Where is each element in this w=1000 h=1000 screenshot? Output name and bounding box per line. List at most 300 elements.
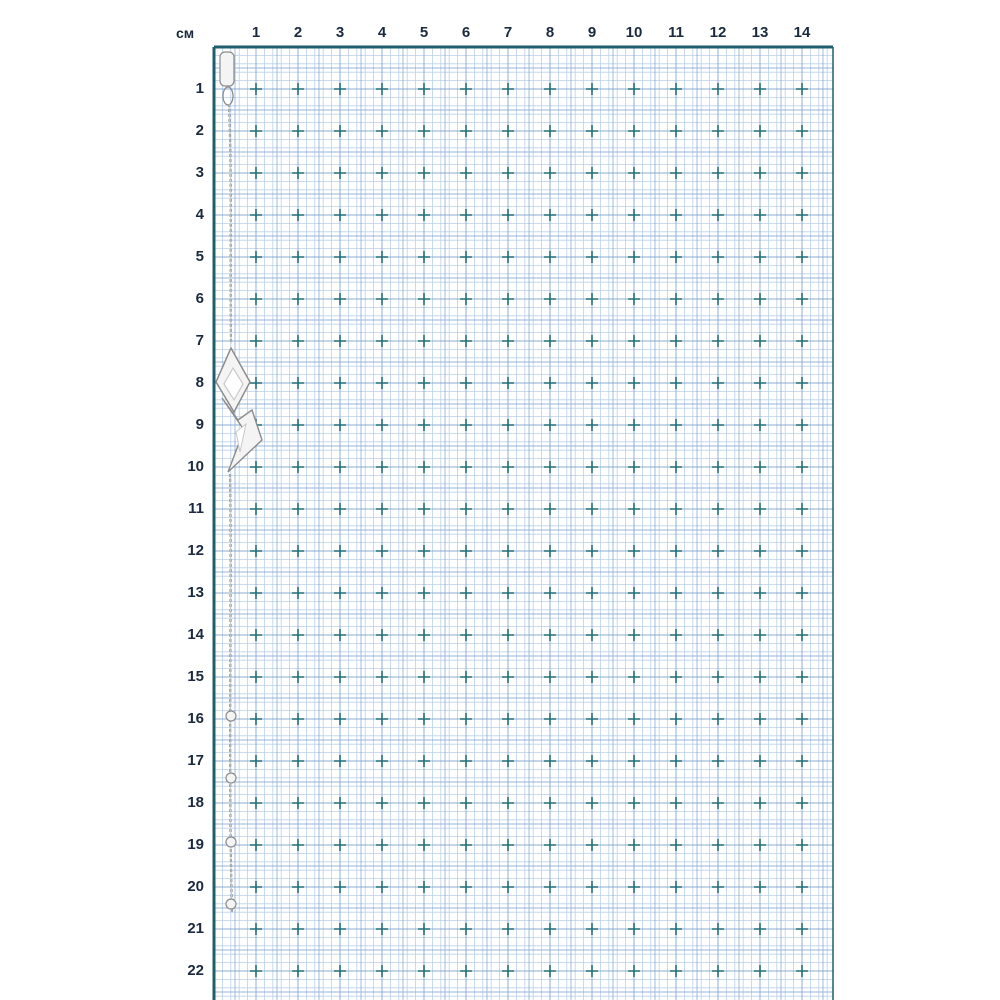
x-axis-label: 5	[419, 24, 429, 41]
plus-cross-icon	[460, 461, 472, 473]
plus-cross-icon	[712, 419, 724, 431]
plus-cross-icon	[376, 377, 388, 389]
plus-cross-icon	[460, 629, 472, 641]
y-axis-label: 1	[195, 80, 204, 97]
plus-cross-icon	[586, 83, 598, 95]
plus-cross-icon	[754, 293, 766, 305]
plus-cross-icon	[292, 251, 304, 263]
plus-cross-icon	[334, 167, 346, 179]
plus-cross-icon	[544, 209, 556, 221]
plus-cross-icon	[544, 671, 556, 683]
plus-cross-icon	[376, 587, 388, 599]
plus-cross-icon	[544, 377, 556, 389]
plus-cross-icon	[712, 587, 724, 599]
plus-cross-icon	[292, 503, 304, 515]
plus-cross-icon	[796, 335, 808, 347]
plus-cross-icon	[418, 83, 430, 95]
plus-cross-icon	[712, 209, 724, 221]
plus-cross-icon	[754, 629, 766, 641]
plus-cross-icon	[292, 461, 304, 473]
plus-cross-icon	[250, 713, 262, 725]
plus-cross-icon	[250, 377, 262, 389]
plus-cross-icon	[796, 251, 808, 263]
plus-cross-icon	[754, 797, 766, 809]
plus-cross-icon	[670, 713, 682, 725]
plus-cross-icon	[544, 545, 556, 557]
plus-cross-icon	[250, 839, 262, 851]
plus-cross-icon	[334, 587, 346, 599]
plus-cross-icon	[712, 293, 724, 305]
plus-cross-icon	[670, 503, 682, 515]
plus-cross-icon	[796, 587, 808, 599]
plus-cross-icon	[334, 965, 346, 977]
y-axis-label: 13	[187, 584, 204, 601]
plus-cross-icon	[292, 839, 304, 851]
plus-cross-icon	[628, 965, 640, 977]
x-axis-label: 3	[335, 24, 345, 41]
y-axis-label: 3	[195, 164, 204, 181]
plus-cross-icon	[670, 377, 682, 389]
plus-cross-icon	[544, 251, 556, 263]
plus-cross-icon	[628, 755, 640, 767]
plus-cross-icon	[334, 335, 346, 347]
x-axis-label: 14	[793, 24, 811, 41]
plus-cross-icon	[376, 839, 388, 851]
plus-cross-icon	[796, 629, 808, 641]
plus-cross-icon	[418, 335, 430, 347]
plus-cross-icon	[334, 125, 346, 137]
plus-cross-icon	[460, 419, 472, 431]
plus-cross-icon	[754, 377, 766, 389]
plus-cross-icon	[670, 587, 682, 599]
plus-cross-icon	[712, 377, 724, 389]
plus-cross-icon	[712, 629, 724, 641]
plus-cross-icon	[502, 755, 514, 767]
plus-cross-icon	[670, 293, 682, 305]
plus-cross-icon	[628, 251, 640, 263]
x-axis-label: 4	[377, 24, 387, 41]
plus-cross-icon	[670, 419, 682, 431]
plus-cross-icon	[376, 965, 388, 977]
plus-cross-icon	[670, 251, 682, 263]
plus-cross-icon	[460, 965, 472, 977]
plus-cross-icon	[796, 755, 808, 767]
plus-cross-icon	[334, 671, 346, 683]
plus-cross-icon	[796, 83, 808, 95]
plus-cross-icon	[292, 797, 304, 809]
plus-cross-icon	[250, 335, 262, 347]
plus-cross-icon	[376, 125, 388, 137]
y-axis-label: 22	[187, 962, 204, 979]
plus-cross-icon	[544, 461, 556, 473]
y-axis-label: 15	[187, 668, 204, 685]
plus-cross-icon	[544, 293, 556, 305]
x-axis-label: 7	[503, 24, 513, 41]
plus-cross-icon	[796, 293, 808, 305]
plus-cross-icon	[292, 377, 304, 389]
plus-cross-icon	[334, 461, 346, 473]
plus-cross-icon	[502, 377, 514, 389]
y-axis-label: 16	[187, 710, 204, 727]
plus-cross-icon	[670, 629, 682, 641]
plus-cross-icon	[796, 965, 808, 977]
plus-cross-icon	[544, 125, 556, 137]
plus-cross-icon	[796, 923, 808, 935]
plus-cross-icon	[544, 755, 556, 767]
plus-cross-icon	[502, 545, 514, 557]
plus-cross-icon	[628, 545, 640, 557]
plus-cross-icon	[586, 419, 598, 431]
x-axis-label: 9	[587, 24, 597, 41]
plus-cross-icon	[376, 503, 388, 515]
y-axis-label: 7	[195, 332, 204, 349]
plus-cross-icon	[502, 923, 514, 935]
plus-cross-icon	[418, 209, 430, 221]
plus-cross-icon	[334, 923, 346, 935]
plus-cross-icon	[460, 209, 472, 221]
plus-cross-icon	[376, 167, 388, 179]
plus-cross-icon	[586, 671, 598, 683]
y-axis-label: 14	[187, 626, 204, 643]
plus-cross-icon	[754, 503, 766, 515]
plus-cross-icon	[754, 587, 766, 599]
x-axis-label: 13	[751, 24, 769, 41]
plus-cross-icon	[670, 125, 682, 137]
plus-cross-icon	[544, 503, 556, 515]
plus-cross-icon	[796, 125, 808, 137]
plus-cross-icon	[250, 83, 262, 95]
plus-cross-icon	[460, 251, 472, 263]
plus-cross-icon	[670, 797, 682, 809]
plus-cross-icon	[670, 965, 682, 977]
plus-cross-icon	[712, 713, 724, 725]
x-axis-label: 11	[668, 24, 684, 41]
plus-cross-icon	[502, 293, 514, 305]
plus-cross-icon	[670, 335, 682, 347]
plus-cross-icon	[586, 335, 598, 347]
plus-cross-icon	[712, 167, 724, 179]
plus-cross-icon	[502, 83, 514, 95]
plus-cross-icon	[628, 209, 640, 221]
y-axis-label: 19	[187, 836, 204, 853]
plus-cross-icon	[544, 881, 556, 893]
plus-cross-icon	[502, 587, 514, 599]
plus-cross-icon	[418, 965, 430, 977]
plus-cross-icon	[334, 377, 346, 389]
plus-cross-icon	[586, 713, 598, 725]
bracelet-bead	[226, 773, 236, 783]
plus-cross-icon	[670, 923, 682, 935]
plus-cross-icon	[334, 209, 346, 221]
plus-cross-icon	[418, 503, 430, 515]
plus-cross-icon	[460, 503, 472, 515]
plus-cross-icon	[250, 881, 262, 893]
plus-cross-icon	[292, 923, 304, 935]
plus-cross-icon	[460, 713, 472, 725]
plus-cross-icon	[796, 503, 808, 515]
y-axis-label: 12	[187, 542, 204, 559]
x-axis-label: 10	[625, 24, 643, 41]
unit-label: см	[176, 25, 195, 41]
plus-cross-icon	[418, 293, 430, 305]
plus-cross-icon	[796, 713, 808, 725]
y-axis-label: 9	[195, 416, 204, 433]
plus-cross-icon	[418, 713, 430, 725]
plus-cross-icon	[754, 461, 766, 473]
plus-cross-icon	[250, 797, 262, 809]
plus-cross-icon	[586, 167, 598, 179]
plus-cross-icon	[250, 923, 262, 935]
y-axis-label: 10	[187, 458, 204, 475]
y-axis-label: 4	[195, 206, 204, 223]
plus-cross-icon	[292, 671, 304, 683]
x-axis-label: 6	[461, 24, 471, 41]
plus-cross-icon	[502, 419, 514, 431]
plus-cross-icon	[670, 83, 682, 95]
plus-cross-icon	[292, 335, 304, 347]
plus-cross-icon	[292, 755, 304, 767]
plus-cross-icon	[670, 839, 682, 851]
plus-cross-icon	[712, 839, 724, 851]
plus-cross-icon	[712, 881, 724, 893]
y-axis-label: 18	[187, 794, 204, 811]
plus-cross-icon	[754, 167, 766, 179]
plus-cross-icon	[250, 545, 262, 557]
x-axis-label: 12	[709, 24, 727, 41]
plus-cross-icon	[670, 881, 682, 893]
plus-cross-icon	[754, 209, 766, 221]
plus-cross-icon	[376, 713, 388, 725]
plus-cross-icon	[796, 545, 808, 557]
plus-cross-icon	[754, 923, 766, 935]
plus-cross-icon	[334, 545, 346, 557]
plus-cross-icon	[250, 251, 262, 263]
plus-cross-icon	[628, 503, 640, 515]
plus-cross-icon	[460, 293, 472, 305]
plus-cross-icon	[292, 293, 304, 305]
plus-cross-icon	[418, 125, 430, 137]
plus-cross-icon	[250, 125, 262, 137]
plus-cross-icon	[418, 377, 430, 389]
plus-cross-icon	[628, 881, 640, 893]
minor-grid-lines	[214, 47, 833, 1000]
plus-cross-icon	[628, 839, 640, 851]
plus-cross-icon	[502, 965, 514, 977]
plus-cross-icon	[628, 125, 640, 137]
plus-cross-icon	[292, 881, 304, 893]
plus-cross-icon	[376, 419, 388, 431]
plus-cross-icon	[586, 797, 598, 809]
plus-cross-icon	[586, 839, 598, 851]
plus-cross-icon	[628, 797, 640, 809]
plus-cross-icon	[586, 755, 598, 767]
plus-cross-icon	[586, 503, 598, 515]
plus-cross-icon	[502, 671, 514, 683]
y-axis-label: 17	[187, 752, 204, 769]
plus-cross-icon	[460, 755, 472, 767]
plus-cross-icon	[292, 209, 304, 221]
plus-cross-icon	[376, 545, 388, 557]
y-axis-label: 8	[195, 374, 204, 391]
plus-cross-icon	[628, 923, 640, 935]
plus-cross-icon	[292, 419, 304, 431]
x-axis-label: 8	[545, 24, 555, 41]
plus-cross-icon	[418, 797, 430, 809]
plus-cross-icon	[754, 335, 766, 347]
bracelet-bead	[226, 899, 236, 909]
plus-cross-icon	[418, 881, 430, 893]
plus-cross-icon	[712, 755, 724, 767]
plus-cross-icon	[754, 125, 766, 137]
plus-cross-icon	[754, 419, 766, 431]
plus-cross-icon	[376, 797, 388, 809]
plus-cross-icon	[460, 839, 472, 851]
plus-cross-icon	[250, 629, 262, 641]
plus-cross-icon	[586, 923, 598, 935]
plus-cross-icon	[628, 713, 640, 725]
plus-cross-icon	[376, 209, 388, 221]
plus-cross-icon	[586, 251, 598, 263]
plus-cross-icon	[418, 755, 430, 767]
x-axis-label: 1	[251, 24, 261, 41]
plus-cross-icon	[502, 125, 514, 137]
plus-cross-icon	[754, 83, 766, 95]
plus-cross-icon	[250, 755, 262, 767]
plus-cross-icon	[670, 209, 682, 221]
plus-cross-icon	[544, 797, 556, 809]
plus-cross-icon	[502, 167, 514, 179]
plus-cross-icon	[502, 251, 514, 263]
plus-cross-icon	[418, 923, 430, 935]
plus-cross-icon	[418, 839, 430, 851]
plus-cross-icon	[712, 125, 724, 137]
plus-cross-icon	[376, 293, 388, 305]
plus-cross-icon	[796, 797, 808, 809]
plus-cross-icon	[586, 461, 598, 473]
plus-cross-icon	[460, 923, 472, 935]
plus-cross-icon	[586, 881, 598, 893]
plus-cross-icon	[376, 461, 388, 473]
plus-cross-icon	[628, 377, 640, 389]
bracelet-bead	[226, 711, 236, 721]
plus-cross-icon	[544, 167, 556, 179]
plus-cross-icon	[460, 125, 472, 137]
plus-cross-icon	[796, 881, 808, 893]
plus-cross-icon	[460, 587, 472, 599]
plus-cross-icon	[628, 293, 640, 305]
plus-cross-icon	[334, 713, 346, 725]
plus-cross-icon	[334, 797, 346, 809]
y-axis-label: 20	[187, 878, 204, 895]
plus-cross-icon	[544, 923, 556, 935]
plus-cross-icon	[628, 671, 640, 683]
plus-cross-icon	[376, 251, 388, 263]
plus-cross-icon	[460, 335, 472, 347]
plus-cross-icon	[628, 167, 640, 179]
plus-cross-icon	[754, 251, 766, 263]
plus-cross-icon	[250, 503, 262, 515]
plus-cross-icon	[502, 629, 514, 641]
plus-cross-icon	[586, 965, 598, 977]
plus-cross-icon	[376, 755, 388, 767]
plus-cross-icon	[292, 587, 304, 599]
plus-cross-icon	[712, 251, 724, 263]
plus-cross-icon	[628, 461, 640, 473]
plus-cross-icon	[754, 671, 766, 683]
plus-cross-icon	[502, 839, 514, 851]
plus-cross-icon	[712, 545, 724, 557]
plus-cross-icon	[418, 671, 430, 683]
plus-cross-icon	[334, 293, 346, 305]
plus-cross-icon	[712, 965, 724, 977]
plus-cross-icon	[796, 839, 808, 851]
y-axis-label: 21	[187, 920, 204, 937]
plus-cross-icon	[292, 545, 304, 557]
plus-cross-icon	[418, 587, 430, 599]
plus-cross-icon	[712, 83, 724, 95]
plus-cross-icon	[754, 755, 766, 767]
plus-cross-icon	[250, 965, 262, 977]
plus-cross-icon	[460, 83, 472, 95]
plus-cross-icon	[712, 671, 724, 683]
plus-cross-icon	[796, 419, 808, 431]
plus-cross-icon	[544, 713, 556, 725]
plus-cross-icon	[754, 839, 766, 851]
plus-cross-icon	[586, 209, 598, 221]
plus-cross-icon	[796, 671, 808, 683]
plus-cross-icon	[502, 713, 514, 725]
plus-cross-icon	[544, 335, 556, 347]
y-axis-label: 2	[195, 122, 204, 139]
plus-cross-icon	[292, 713, 304, 725]
plus-cross-icon	[628, 629, 640, 641]
plus-cross-icon	[586, 377, 598, 389]
plus-cross-icon	[292, 125, 304, 137]
plus-cross-icon	[250, 167, 262, 179]
plus-cross-icon	[460, 797, 472, 809]
plus-cross-icon	[628, 83, 640, 95]
plus-cross-icon	[418, 629, 430, 641]
bracelet-ring	[223, 87, 233, 105]
x-axis-label: 2	[293, 24, 303, 41]
plus-cross-icon	[712, 335, 724, 347]
bracelet-bead	[226, 837, 236, 847]
plus-cross-icon	[712, 923, 724, 935]
plus-cross-icon	[796, 167, 808, 179]
plus-cross-icon	[250, 461, 262, 473]
plus-cross-icon	[586, 629, 598, 641]
plus-cross-icon	[292, 629, 304, 641]
bracelet-clasp	[220, 52, 234, 86]
plus-cross-icon	[460, 545, 472, 557]
plus-cross-icon	[334, 83, 346, 95]
plus-cross-icon	[544, 629, 556, 641]
plus-cross-icon	[502, 335, 514, 347]
plus-cross-icon	[376, 629, 388, 641]
plus-cross-icon	[460, 167, 472, 179]
plus-cross-icon	[502, 881, 514, 893]
plus-cross-icon	[376, 881, 388, 893]
plus-cross-icon	[292, 167, 304, 179]
plus-cross-icon	[670, 755, 682, 767]
plus-cross-icon	[754, 881, 766, 893]
plus-cross-icon	[502, 503, 514, 515]
plus-cross-icon	[502, 797, 514, 809]
plus-cross-icon	[544, 587, 556, 599]
plus-cross-icon	[334, 503, 346, 515]
plus-cross-icon	[292, 83, 304, 95]
plus-cross-icon	[250, 587, 262, 599]
